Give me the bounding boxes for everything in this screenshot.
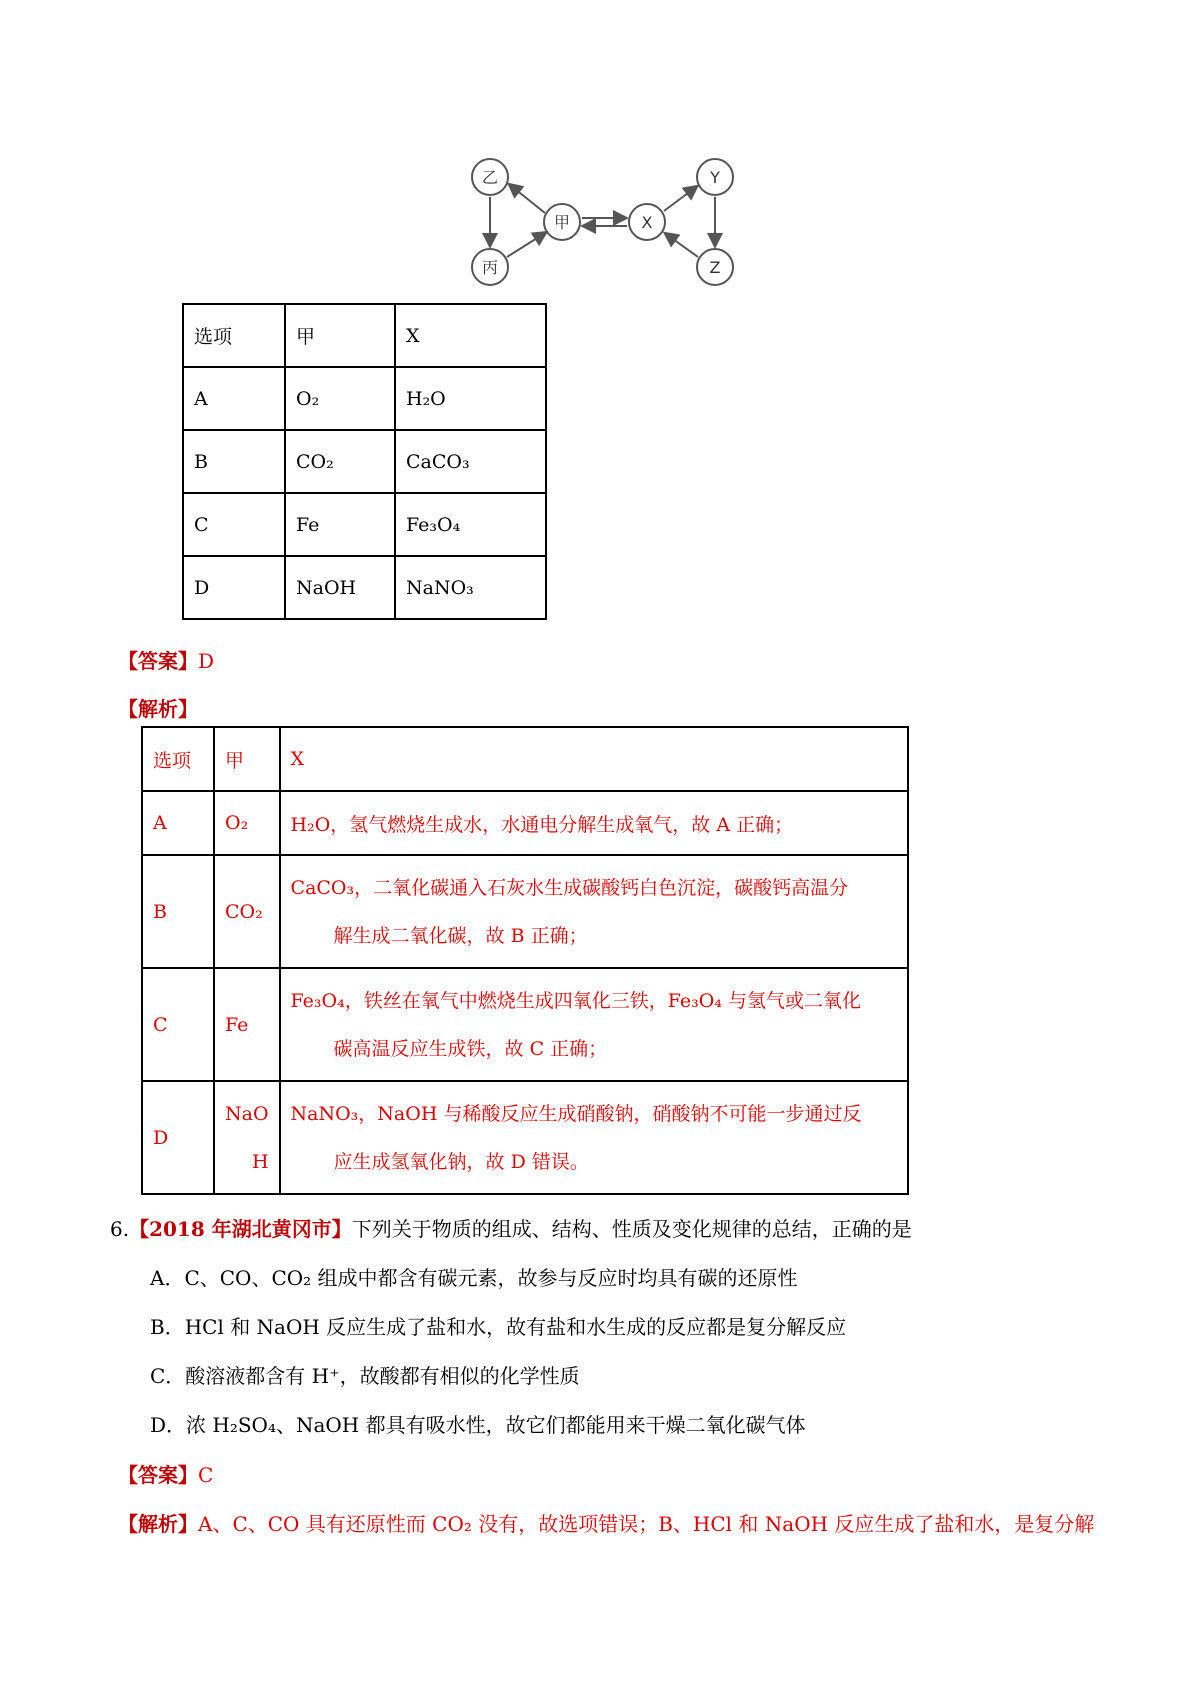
header-cell: 甲	[285, 304, 395, 367]
header-cell: 甲	[214, 727, 280, 791]
x-line: H₂O，氢气燃烧生成水，水通电分解生成氧气，故 A 正确；	[290, 813, 794, 836]
answer-line	[118, 645, 214, 674]
arrow-bing-jia	[507, 233, 545, 257]
table-row	[142, 855, 908, 968]
jia-cell: CO₂	[214, 855, 280, 968]
question-source-bracket	[129, 1217, 352, 1241]
option-cell: A	[183, 367, 285, 430]
option-cell: B	[183, 430, 285, 493]
node-z-label: Z	[709, 258, 721, 277]
answer-label: 【答案】	[118, 649, 198, 673]
table-row	[183, 493, 546, 556]
x-line: NaNO₃，NaOH 与稀酸反应生成硝酸钠，硝酸钠不可能一步通过反	[290, 1102, 862, 1125]
header-cell: X	[395, 304, 546, 367]
answer-value: D	[198, 649, 215, 673]
header-cell: 选项	[183, 304, 285, 367]
arrow-jia-yi	[510, 185, 545, 213]
jia-cell: O₂	[285, 367, 395, 430]
answer-value: C	[198, 1463, 214, 1487]
x-cell: H₂O	[395, 367, 546, 430]
option-d: D．浓 H₂SO₄、NaOH 都具有吸水性，故它们都能用来干燥二氧化碳气体	[150, 1413, 806, 1437]
jia-cell: NaOH	[285, 556, 395, 619]
node-y-label: Y	[710, 168, 720, 187]
jia-cell: Fe	[285, 493, 395, 556]
question-text: 下列关于物质的组成、结构、性质及变化规律的总结，正确的是	[351, 1217, 912, 1241]
analysis-label	[118, 693, 198, 722]
x-line: 碳高温反应生成铁，故 C 正确；	[333, 1037, 608, 1060]
table-row	[183, 556, 546, 619]
x-line: 解生成二氧化碳，故 B 正确；	[333, 924, 588, 947]
option-cell: C	[142, 968, 214, 1081]
node-bing-label: 丙	[481, 258, 499, 277]
table-row	[183, 304, 546, 367]
option-cell: D	[142, 1081, 214, 1194]
table-row	[142, 791, 908, 855]
option-cell: C	[183, 493, 285, 556]
question-number: 6.	[110, 1217, 130, 1241]
question-stem	[110, 1213, 912, 1242]
arrow-z-x	[666, 234, 698, 257]
x-line: Fe₃O₄，铁丝在氧气中燃烧生成四氧化三铁，Fe₃O₄ 与氢气或二氧化	[290, 989, 861, 1012]
option-b: B．HCl 和 NaOH 反应生成了盐和水，故有盐和水生成的反应都是复分解反应	[150, 1315, 847, 1339]
x-cell: CaCO₃	[395, 430, 546, 493]
option-c: C．酸溶液都含有 H⁺，故酸都有相似的化学性质	[150, 1364, 580, 1388]
table-row	[183, 367, 546, 430]
header-cell: 选项	[142, 727, 214, 791]
answer-line	[118, 1459, 213, 1488]
analysis-label: 【解析】	[118, 1512, 198, 1536]
x-cell	[280, 968, 908, 1081]
table-row	[142, 968, 908, 1081]
option-cell: B	[142, 855, 214, 968]
question-source: 【2018 年湖北黄冈市】	[129, 1217, 352, 1241]
table-row	[142, 1081, 908, 1194]
jia-line: H	[251, 1150, 269, 1173]
x-cell: NaNO₃	[395, 556, 546, 619]
jia-cell	[214, 1081, 280, 1194]
analysis-label-text: 【解析】	[118, 697, 198, 721]
node-x-label: X	[641, 213, 653, 232]
x-cell	[280, 1081, 908, 1194]
node-yi-label: 乙	[481, 168, 499, 187]
table-row	[142, 727, 908, 791]
jia-cell: Fe	[214, 968, 280, 1081]
options-table	[182, 303, 547, 620]
jia-cell: O₂	[214, 791, 280, 855]
analysis-text: A、C、CO 具有还原性而 CO₂ 没有，故选项错误；B、HCl 和 NaOH 反应生成了盐和水，是复分解	[198, 1512, 1095, 1536]
x-line: CaCO₃，二氧化碳通入石灰水生成碳酸钙白色沉淀，碳酸钙高温分	[290, 876, 849, 899]
x-cell: Fe₃O₄	[395, 493, 546, 556]
analysis-line	[118, 1508, 1094, 1537]
x-cell	[280, 791, 908, 855]
x-line: 应生成氢氧化钠，故 D 错误。	[333, 1150, 589, 1173]
jia-cell: CO₂	[285, 430, 395, 493]
jia-line: NaO	[225, 1102, 269, 1125]
node-jia-label: 甲	[553, 213, 571, 232]
header-cell: X	[280, 727, 908, 791]
option-cell: D	[183, 556, 285, 619]
analysis-table	[141, 726, 909, 1195]
option-a: A．C、CO、CO₂ 组成中都含有碳元素，故参与反应时均具有碳的还原性	[150, 1266, 798, 1290]
table-row	[183, 430, 546, 493]
option-cell: A	[142, 791, 214, 855]
answer-label: 【答案】	[118, 1463, 198, 1487]
reaction-diagram	[460, 145, 750, 295]
arrow-x-y	[664, 187, 696, 211]
x-cell	[280, 855, 908, 968]
